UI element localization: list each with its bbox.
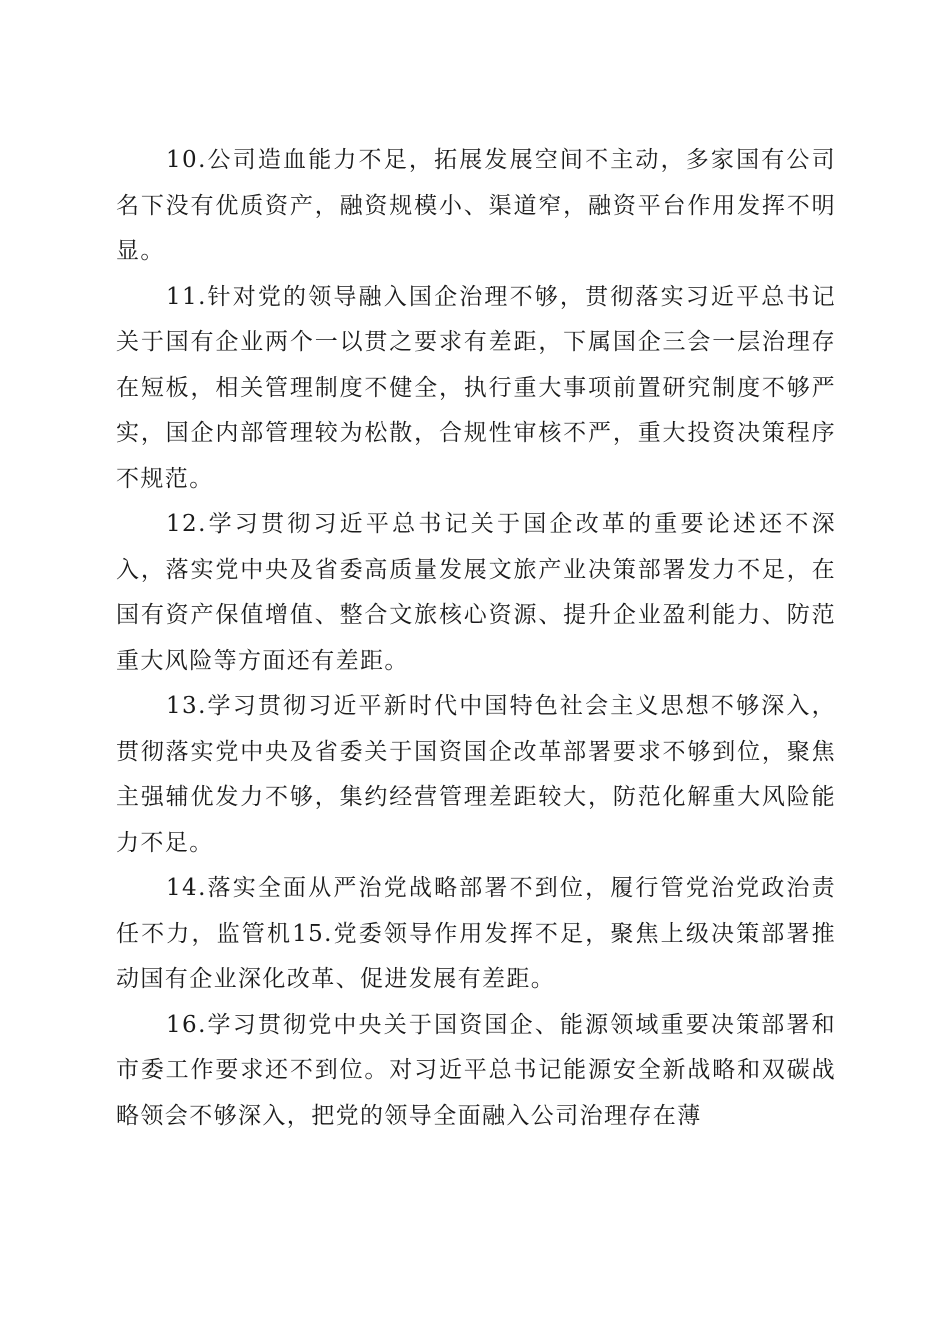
paragraph-12: 12.学习贯彻习近平总书记关于国企改革的重要论述还不深入，落实党中央及省委高质量发展文旅产业决策部署发力不足，在国有资产保值增值、整合文旅核心资源、提升企业盈利能力、防范重大风险等方面还有差距。 xyxy=(116,511,836,674)
paragraph-11: 11.针对党的领导融入国企治理不够，贯彻落实习近平总书记关于国有企业两个一以贯之要求有差距，下属国企三会一层治理存在短板，相关管理制度不健全，执行重大事项前置研究制度不够严实，国企内部管理较为松散，合规性审核不严，重大投资决策程序不规范。 xyxy=(116,283,836,492)
paragraph-16: 16.学习贯彻党中央关于国资国企、能源领域重要决策部署和市委工作要求还不到位。对习近平总书记能源安全新战略和双碳战略领会不够深入，把党的领导全面融入公司治理存在薄 xyxy=(116,1011,836,1129)
document-body xyxy=(116,138,836,1139)
paragraph-14-15: 14.落实全面从严治党战略部署不到位，履行管党治党政治责任不力，监管机15.党委领导作用发挥不足，聚焦上级决策部署推动国有企业深化改革、促进发展有差距。 xyxy=(116,875,836,992)
paragraph-13: 13.学习贯彻习近平新时代中国特色社会主义思想不够深入，贯彻落实党中央及省委关于国资国企改革部署要求不够到位，聚焦主强辅优发力不够，集约经营管理差距较大，防范化解重大风险能力不足。 xyxy=(116,693,836,856)
paragraph-10: 10.公司造血能力不足，拓展发展空间不主动，多家国有公司名下没有优质资产，融资规模小、渠道窄，融资平台作用发挥不明显。 xyxy=(116,147,836,264)
